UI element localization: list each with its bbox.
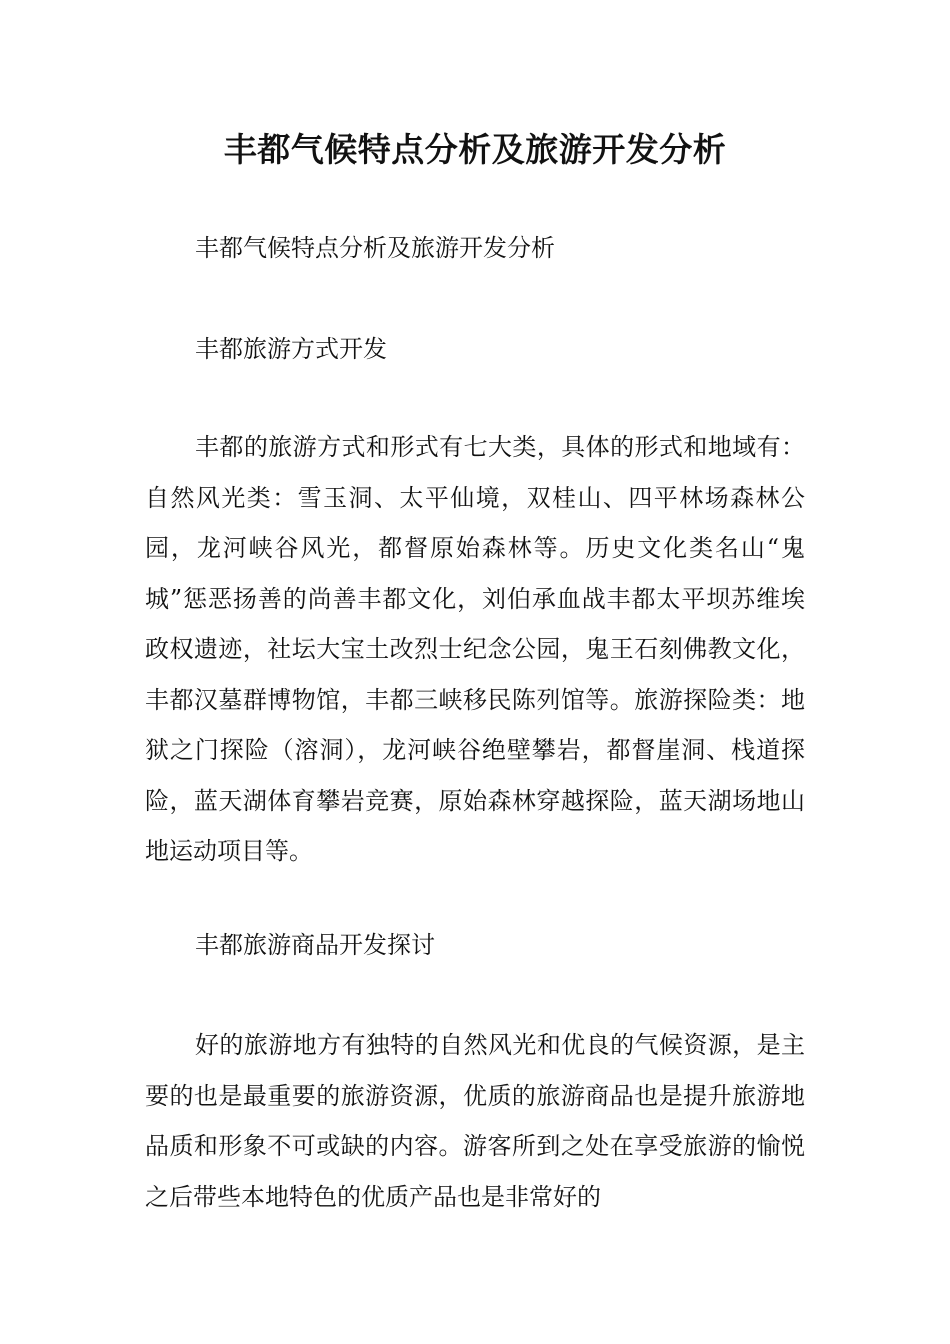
section-paragraph-tourism-goods: 好的旅游地方有独特的自然风光和优良的气候资源，是主要的也是最重要的旅游资源，优质的旅游商品也是提升旅游地品质和形象不可或缺的内容。游客所到之处在享受旅游的愉悦之后带些本地特色的优质产品也是非常好的 — [145, 1031, 805, 1211]
section-heading-tourism-mode: 丰都旅游方式开发 — [195, 335, 387, 363]
section-paragraph-tourism-mode: 丰都的旅游方式和形式有七大类，具体的形式和地域有：自然风光类：雪玉洞、太平仙境，双桂山、四平林场森林公园，龙河峡谷风光，都督原始森林等。历史文化类名山“鬼城”惩恶扬善的尚善丰都文化，刘伯承血战丰都太平坝苏维埃政权遗迹，社坛大宝土改烈士纪念公园，鬼王石刻佛教文化，丰都汉墓群博物馆，丰都三峡移民陈列馆等。旅游探险类：地狱之门探险（溶洞），龙河峡谷绝壁攀岩，都督崖洞、栈道探险，蓝天湖体育攀岩竞赛，原始森林穿越探险，蓝天湖场地山地运动项目等。 — [145, 433, 805, 865]
section-heading-tourism-goods: 丰都旅游商品开发探讨 — [195, 931, 435, 959]
document-title: 丰都气候特点分析及旅游开发分析 — [223, 130, 727, 169]
document-subtitle: 丰都气候特点分析及旅游开发分析 — [195, 234, 555, 262]
